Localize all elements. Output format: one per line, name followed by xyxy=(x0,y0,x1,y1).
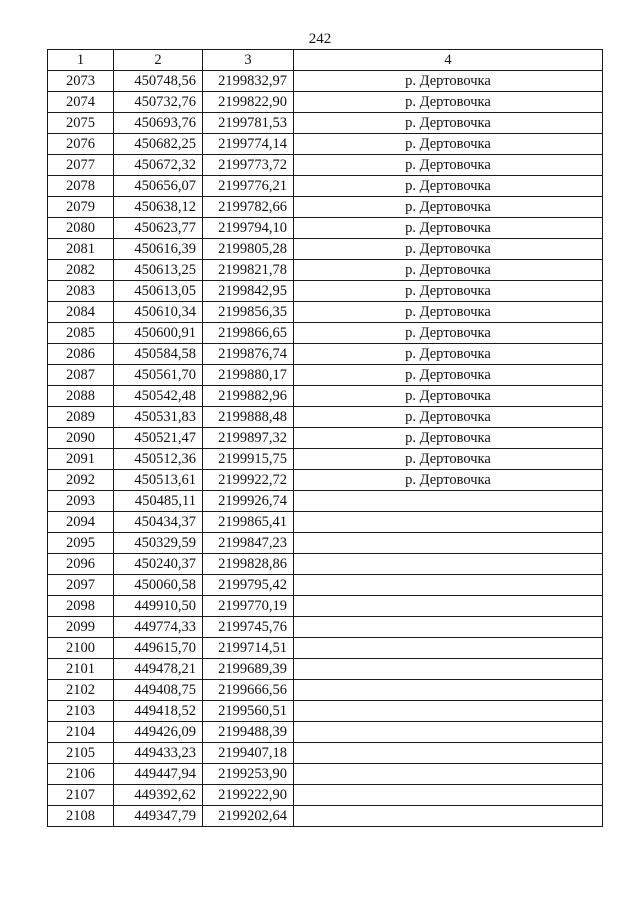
y-coordinate-cell: 2199876,74 xyxy=(203,344,294,365)
x-coordinate-cell: 450531,83 xyxy=(114,407,203,428)
point-number-cell: 2080 xyxy=(48,218,114,239)
point-number-cell: 2087 xyxy=(48,365,114,386)
table-row xyxy=(48,575,603,596)
x-coordinate-cell: 449408,75 xyxy=(114,680,203,701)
description-cell: р. Дертовочка xyxy=(294,260,603,281)
description-cell: р. Дертовочка xyxy=(294,113,603,134)
table-header-row xyxy=(48,50,603,71)
coordinates-table xyxy=(47,49,603,827)
y-coordinate-cell: 2199866,65 xyxy=(203,323,294,344)
x-coordinate-cell: 450693,76 xyxy=(114,113,203,134)
y-coordinate-cell: 2199897,32 xyxy=(203,428,294,449)
point-number-cell: 2096 xyxy=(48,554,114,575)
table-row xyxy=(48,617,603,638)
point-number-cell: 2086 xyxy=(48,344,114,365)
x-coordinate-cell: 449447,94 xyxy=(114,764,203,785)
y-coordinate-cell: 2199915,75 xyxy=(203,449,294,470)
description-cell xyxy=(294,491,603,512)
x-coordinate-cell: 449433,23 xyxy=(114,743,203,764)
y-coordinate-cell: 2199856,35 xyxy=(203,302,294,323)
x-coordinate-cell: 450682,25 xyxy=(114,134,203,155)
description-cell: р. Дертовочка xyxy=(294,386,603,407)
y-coordinate-cell: 2199882,96 xyxy=(203,386,294,407)
point-number-cell: 2077 xyxy=(48,155,114,176)
table-row xyxy=(48,407,603,428)
description-cell xyxy=(294,806,603,827)
description-cell xyxy=(294,659,603,680)
y-coordinate-cell: 2199781,53 xyxy=(203,113,294,134)
point-number-cell: 2099 xyxy=(48,617,114,638)
description-cell xyxy=(294,575,603,596)
table-row xyxy=(48,134,603,155)
y-coordinate-cell: 2199822,90 xyxy=(203,92,294,113)
point-number-cell: 2107 xyxy=(48,785,114,806)
description-cell xyxy=(294,722,603,743)
y-coordinate-cell: 2199745,76 xyxy=(203,617,294,638)
x-coordinate-cell: 450521,47 xyxy=(114,428,203,449)
table-row xyxy=(48,344,603,365)
table-header xyxy=(48,50,603,71)
x-coordinate-cell: 450732,76 xyxy=(114,92,203,113)
y-coordinate-cell: 2199488,39 xyxy=(203,722,294,743)
x-coordinate-cell: 449347,79 xyxy=(114,806,203,827)
description-cell: р. Дертовочка xyxy=(294,344,603,365)
description-cell: р. Дертовочка xyxy=(294,428,603,449)
point-number-cell: 2085 xyxy=(48,323,114,344)
y-coordinate-cell: 2199832,97 xyxy=(203,71,294,92)
y-coordinate-cell: 2199253,90 xyxy=(203,764,294,785)
x-coordinate-cell: 449774,33 xyxy=(114,617,203,638)
x-coordinate-cell: 450240,37 xyxy=(114,554,203,575)
description-cell: р. Дертовочка xyxy=(294,323,603,344)
y-coordinate-cell: 2199222,90 xyxy=(203,785,294,806)
x-coordinate-cell: 450513,61 xyxy=(114,470,203,491)
table-row xyxy=(48,764,603,785)
table-row xyxy=(48,386,603,407)
y-coordinate-cell: 2199926,74 xyxy=(203,491,294,512)
table-row xyxy=(48,722,603,743)
x-coordinate-cell: 450613,05 xyxy=(114,281,203,302)
table-row xyxy=(48,302,603,323)
table-row xyxy=(48,323,603,344)
y-coordinate-cell: 2199407,18 xyxy=(203,743,294,764)
description-cell xyxy=(294,638,603,659)
description-cell: р. Дертовочка xyxy=(294,239,603,260)
description-cell: р. Дертовочка xyxy=(294,365,603,386)
description-cell xyxy=(294,785,603,806)
description-cell: р. Дертовочка xyxy=(294,134,603,155)
point-number-cell: 2075 xyxy=(48,113,114,134)
point-number-cell: 2079 xyxy=(48,197,114,218)
column-header-x-coordinate: 2 xyxy=(114,50,203,71)
page-number: 242 xyxy=(308,31,332,47)
x-coordinate-cell: 449392,62 xyxy=(114,785,203,806)
column-header-description: 4 xyxy=(294,50,603,71)
description-cell: р. Дертовочка xyxy=(294,71,603,92)
description-cell xyxy=(294,596,603,617)
table-row xyxy=(48,365,603,386)
point-number-cell: 2101 xyxy=(48,659,114,680)
y-coordinate-cell: 2199821,78 xyxy=(203,260,294,281)
description-cell xyxy=(294,617,603,638)
table-row xyxy=(48,92,603,113)
description-cell xyxy=(294,554,603,575)
y-coordinate-cell: 2199880,17 xyxy=(203,365,294,386)
y-coordinate-cell: 2199774,14 xyxy=(203,134,294,155)
table-row xyxy=(48,743,603,764)
x-coordinate-cell: 450672,32 xyxy=(114,155,203,176)
description-cell xyxy=(294,701,603,722)
point-number-cell: 2078 xyxy=(48,176,114,197)
table-row xyxy=(48,428,603,449)
x-coordinate-cell: 450638,12 xyxy=(114,197,203,218)
point-number-cell: 2090 xyxy=(48,428,114,449)
table-row xyxy=(48,260,603,281)
y-coordinate-cell: 2199560,51 xyxy=(203,701,294,722)
table-row xyxy=(48,785,603,806)
point-number-cell: 2102 xyxy=(48,680,114,701)
table-row xyxy=(48,176,603,197)
y-coordinate-cell: 2199828,86 xyxy=(203,554,294,575)
x-coordinate-cell: 450623,77 xyxy=(114,218,203,239)
x-coordinate-cell: 450584,58 xyxy=(114,344,203,365)
point-number-cell: 2105 xyxy=(48,743,114,764)
y-coordinate-cell: 2199795,42 xyxy=(203,575,294,596)
table-row xyxy=(48,596,603,617)
table-row xyxy=(48,218,603,239)
description-cell: р. Дертовочка xyxy=(294,197,603,218)
x-coordinate-cell: 449426,09 xyxy=(114,722,203,743)
y-coordinate-cell: 2199782,66 xyxy=(203,197,294,218)
y-coordinate-cell: 2199202,64 xyxy=(203,806,294,827)
table-row xyxy=(48,680,603,701)
description-cell: р. Дертовочка xyxy=(294,155,603,176)
y-coordinate-cell: 2199666,56 xyxy=(203,680,294,701)
point-number-cell: 2093 xyxy=(48,491,114,512)
point-number-cell: 2106 xyxy=(48,764,114,785)
table-row xyxy=(48,113,603,134)
y-coordinate-cell: 2199770,19 xyxy=(203,596,294,617)
y-coordinate-cell: 2199842,95 xyxy=(203,281,294,302)
point-number-cell: 2081 xyxy=(48,239,114,260)
x-coordinate-cell: 450613,25 xyxy=(114,260,203,281)
point-number-cell: 2083 xyxy=(48,281,114,302)
description-cell: р. Дертовочка xyxy=(294,281,603,302)
x-coordinate-cell: 450329,59 xyxy=(114,533,203,554)
point-number-cell: 2089 xyxy=(48,407,114,428)
x-coordinate-cell: 450060,58 xyxy=(114,575,203,596)
point-number-cell: 2094 xyxy=(48,512,114,533)
y-coordinate-cell: 2199847,23 xyxy=(203,533,294,554)
point-number-cell: 2108 xyxy=(48,806,114,827)
point-number-cell: 2100 xyxy=(48,638,114,659)
table-row xyxy=(48,554,603,575)
point-number-cell: 2097 xyxy=(48,575,114,596)
description-cell: р. Дертовочка xyxy=(294,92,603,113)
table-row xyxy=(48,701,603,722)
table-row xyxy=(48,638,603,659)
description-cell: р. Дертовочка xyxy=(294,218,603,239)
point-number-cell: 2104 xyxy=(48,722,114,743)
y-coordinate-cell: 2199805,28 xyxy=(203,239,294,260)
description-cell: р. Дертовочка xyxy=(294,302,603,323)
x-coordinate-cell: 449418,52 xyxy=(114,701,203,722)
description-cell: р. Дертовочка xyxy=(294,470,603,491)
description-cell xyxy=(294,533,603,554)
table-row xyxy=(48,512,603,533)
table-row xyxy=(48,239,603,260)
table-row xyxy=(48,806,603,827)
table-row xyxy=(48,71,603,92)
x-coordinate-cell: 450616,39 xyxy=(114,239,203,260)
table-row xyxy=(48,533,603,554)
x-coordinate-cell: 449910,50 xyxy=(114,596,203,617)
point-number-cell: 2084 xyxy=(48,302,114,323)
y-coordinate-cell: 2199922,72 xyxy=(203,470,294,491)
table-row xyxy=(48,155,603,176)
point-number-cell: 2098 xyxy=(48,596,114,617)
table-row xyxy=(48,281,603,302)
table-row xyxy=(48,197,603,218)
description-cell: р. Дертовочка xyxy=(294,176,603,197)
table-body xyxy=(48,71,603,827)
y-coordinate-cell: 2199714,51 xyxy=(203,638,294,659)
description-cell xyxy=(294,512,603,533)
description-cell xyxy=(294,680,603,701)
point-number-cell: 2092 xyxy=(48,470,114,491)
x-coordinate-cell: 450748,56 xyxy=(114,71,203,92)
table-row xyxy=(48,659,603,680)
x-coordinate-cell: 450542,48 xyxy=(114,386,203,407)
point-number-cell: 2073 xyxy=(48,71,114,92)
x-coordinate-cell: 450600,91 xyxy=(114,323,203,344)
description-cell: р. Дертовочка xyxy=(294,407,603,428)
point-number-cell: 2091 xyxy=(48,449,114,470)
x-coordinate-cell: 450561,70 xyxy=(114,365,203,386)
x-coordinate-cell: 450610,34 xyxy=(114,302,203,323)
point-number-cell: 2082 xyxy=(48,260,114,281)
description-cell: р. Дертовочка xyxy=(294,449,603,470)
column-header-y-coordinate: 3 xyxy=(203,50,294,71)
table-row xyxy=(48,491,603,512)
column-header-point-number: 1 xyxy=(48,50,114,71)
x-coordinate-cell: 450656,07 xyxy=(114,176,203,197)
y-coordinate-cell: 2199776,21 xyxy=(203,176,294,197)
x-coordinate-cell: 450434,37 xyxy=(114,512,203,533)
point-number-cell: 2095 xyxy=(48,533,114,554)
y-coordinate-cell: 2199865,41 xyxy=(203,512,294,533)
point-number-cell: 2103 xyxy=(48,701,114,722)
point-number-cell: 2074 xyxy=(48,92,114,113)
y-coordinate-cell: 2199773,72 xyxy=(203,155,294,176)
x-coordinate-cell: 449478,21 xyxy=(114,659,203,680)
x-coordinate-cell: 450512,36 xyxy=(114,449,203,470)
point-number-cell: 2088 xyxy=(48,386,114,407)
table-row xyxy=(48,470,603,491)
x-coordinate-cell: 450485,11 xyxy=(114,491,203,512)
x-coordinate-cell: 449615,70 xyxy=(114,638,203,659)
point-number-cell: 2076 xyxy=(48,134,114,155)
description-cell xyxy=(294,764,603,785)
y-coordinate-cell: 2199888,48 xyxy=(203,407,294,428)
description-cell xyxy=(294,743,603,764)
y-coordinate-cell: 2199689,39 xyxy=(203,659,294,680)
table-row xyxy=(48,449,603,470)
y-coordinate-cell: 2199794,10 xyxy=(203,218,294,239)
